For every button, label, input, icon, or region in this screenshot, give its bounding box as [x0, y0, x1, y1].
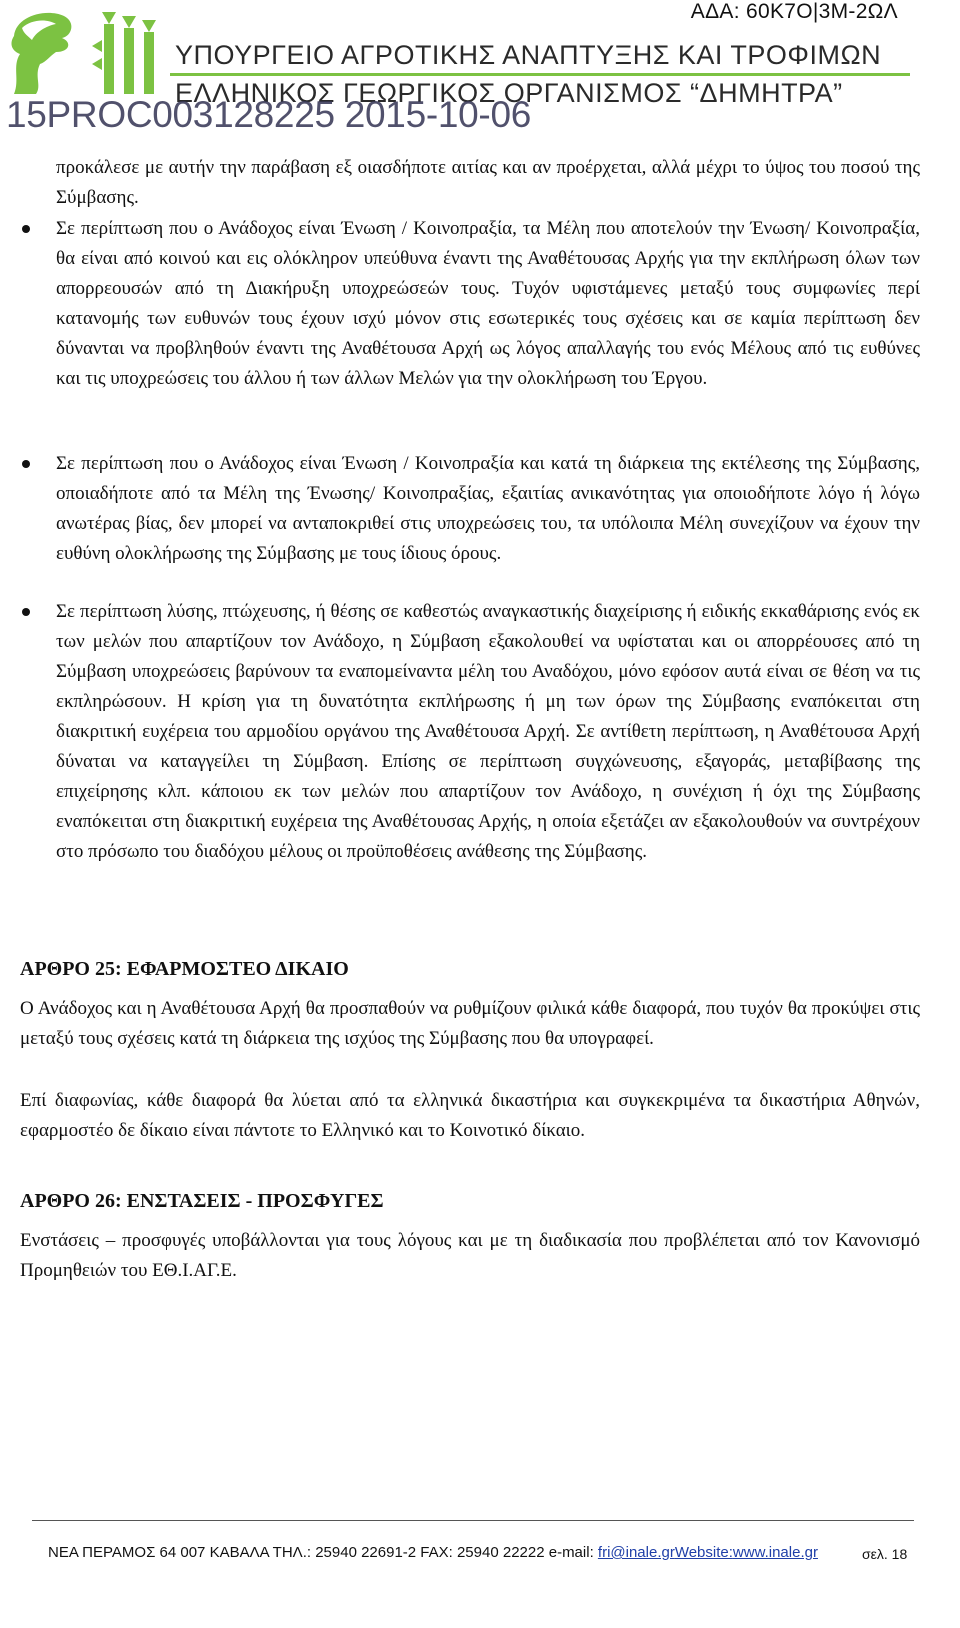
footer-address: ΝΕΑ ΠΕΡΑΜΟΣ 64 007 ΚΑΒΑΛΑ ΤΗΛ.: 25940 22691-2 FAX: 25940 22222 e-mail: [48, 1544, 598, 1561]
article-25-paragraph-1: Ο Ανάδοχος και η Αναθέτουσα Αρχή θα προσπαθούν να ρυθμίζουν φιλικά κάθε διαφορά, που τυχόν θα προκύψει στις μεταξύ τους σχέσεις κατά τη διάρκεια της ισχύος της Σύμβασης που θα υπογραφεί. [20, 998, 920, 1049]
bullet-icon [22, 608, 30, 616]
header-divider [170, 73, 910, 76]
list-item-text: Σε περίπτωση που ο Ανάδοχος είναι Ένωση / Κοινοπραξία και κατά τη διάρκεια της εκτέλεσης της Σύμβασης, οποιαδήποτε από τα Μέλη της Ένωσης/ Κοινοπραξίας, εξαιτίας ανικανότητας για οποιοδήποτε λόγο ή λόγω ανωτέρας βίας, δεν μπορεί να ανταποκριθεί στις υποχρεώσεις του, τα υπόλοιπα Μέλη συνεχίζουν να έχουν την ευθύνη ολοκλήρωσης της Σύμβασης με τους ίδιους όρους. [56, 453, 920, 564]
intro-paragraph: προκάλεσε με αυτήν την παράβαση εξ οιασδήποτε αιτίας και αν προέρχεται, αλλά μέχρι το ύψος του ποσού της Σύμβασης. [56, 157, 920, 208]
page-number: σελ. 18 [862, 1546, 908, 1562]
bullet-icon [22, 460, 30, 468]
email-link[interactable]: fri@inale.gr [597, 1544, 675, 1561]
list-item [22, 449, 920, 569]
article-26-paragraph-1: Ενστάσεις – προσφυγές υποβάλλονται για τους λόγους και με τη διαδικασία που προβλέπεται από τον Κανονισμό Προμηθειών του ΕΘ.Ι.ΑΓ.Ε. [20, 1230, 920, 1281]
document-stamp: 15PROC003128225 2015-10-06 [6, 94, 531, 135]
footer-contact [48, 1544, 818, 1561]
list-item [22, 597, 920, 867]
ada-code: ΑΔΑ: 60Κ7Ο|3Μ-2ΩΛ [690, 0, 898, 23]
list-item-text: Σε περίπτωση που ο Ανάδοχος είναι Ένωση / Κοινοπραξία, τα Μέλη που αποτελούν την Ένωση/ Κοινοπραξία, θα είναι από κοινού και εις ολόκληρον υπεύθυνα έναντι της Αναθέτουσας Αρχής για την εκπλήρωση όλων των απορρεουσών από τη Διακήρυξη υποχρεώσεών τους. Τυχόν υφιστάμενες μεταξύ τους συμφωνίες περί κατανομής των ευθυνών τους έχουν ισχύ μόνον στις εσωτερικές τους σχέσεις και σε καμία περίπτωση δεν δύνανται να προβληθούν έναντι της Αναθέτουσα Αρχή ως λόγος απαλλαγής του ενός Μέλους από τις ευθύνες και τις υποχρεώσεις του άλλου ή των άλλων Μελών για την ολοκλήρωση του Έργου. [56, 218, 920, 389]
article-25-heading: ΑΡΘΡΟ 25: ΕΦΑΡΜΟΣΤΕΟ ΔΙΚΑΙΟ [20, 958, 349, 980]
website-label[interactable]: Website: [674, 1544, 733, 1561]
organization-logo [6, 6, 166, 106]
article-26-heading: ΑΡΘΡΟ 26: ΕΝΣΤΑΣΕΙΣ - ΠΡΟΣΦΥΓΕΣ [20, 1190, 384, 1212]
website-link[interactable]: www.inale.gr [732, 1544, 818, 1561]
list-item [22, 214, 920, 394]
article-25-paragraph-2: Επί διαφωνίας, κάθε διαφορά θα λύεται από τα ελληνικά δικαστήρια και συγκεκριμένα τα δικαστήρια Αθηνών, εφαρμοστέο δε δίκαιο είναι πάντοτε το Ελληνικό και το Κοινοτικό δίκαιο. [20, 1090, 920, 1141]
organization-name: ΕΛΛΗΝΙΚΟΣ ΓΕΩΡΓΙΚΟΣ ΟΡΓΑΝΙΣΜΟΣ “ΔΗΜΗΤΡΑ” [175, 78, 843, 108]
list-item-text: Σε περίπτωση λύσης, πτώχευσης, ή θέσης σε καθεστώς αναγκαστικής διαχείρισης ή ειδικής εκκαθάρισης ενός εκ των μελών που απαρτίζουν τον Ανάδοχο, η Σύμβαση εξακολουθεί να υφίσταται και οι απορρέουσες από τη Σύμβαση υποχρεώσεις βαρύνουν τα εναπομείναντα μέλη του Αναδόχου, μόνο εφόσον αυτά είναι σε θέση να τις εκπληρώσουν. Η κρίση για τη δυνατότητα εκπλήρωσης ή μη των όρων της Σύμβασης εναπόκειται στη διακριτική ευχέρεια του αρμοδίου οργάνου της Αναθέτουσα Αρχή. Σε αντίθετη περίπτωση, η Αναθέτουσα Αρχή δύναται να καταγγείλει τη Σύμβαση. Επίσης σε περίπτωση συγχώνευσης, εξαγοράς, μεταβίβασης της επιχείρησης κλπ. κάποιου εκ των μελών που απαρτίζουν τον Ανάδοχο, η συνέχιση ή όχι της Σύμβασης εναπόκειται στη διακριτική ευχέρεια της Αναθέτουσας Αρχής, η οποία εξετάζει αν εξακολουθούν να συντρέχουν στο πρόσωπο του διαδόχου μέλους οι προϋποθέσεις ανάθεσης της Σύμβασης. [56, 601, 920, 862]
bullet-icon [22, 225, 30, 233]
footer-divider [32, 1520, 914, 1521]
ministry-name: ΥΠΟΥΡΓΕΙΟ ΑΓΡΟΤΙΚΗΣ ΑΝΑΠΤΥΞΗΣ ΚΑΙ ΤΡΟΦΙΜΩΝ [175, 40, 882, 70]
